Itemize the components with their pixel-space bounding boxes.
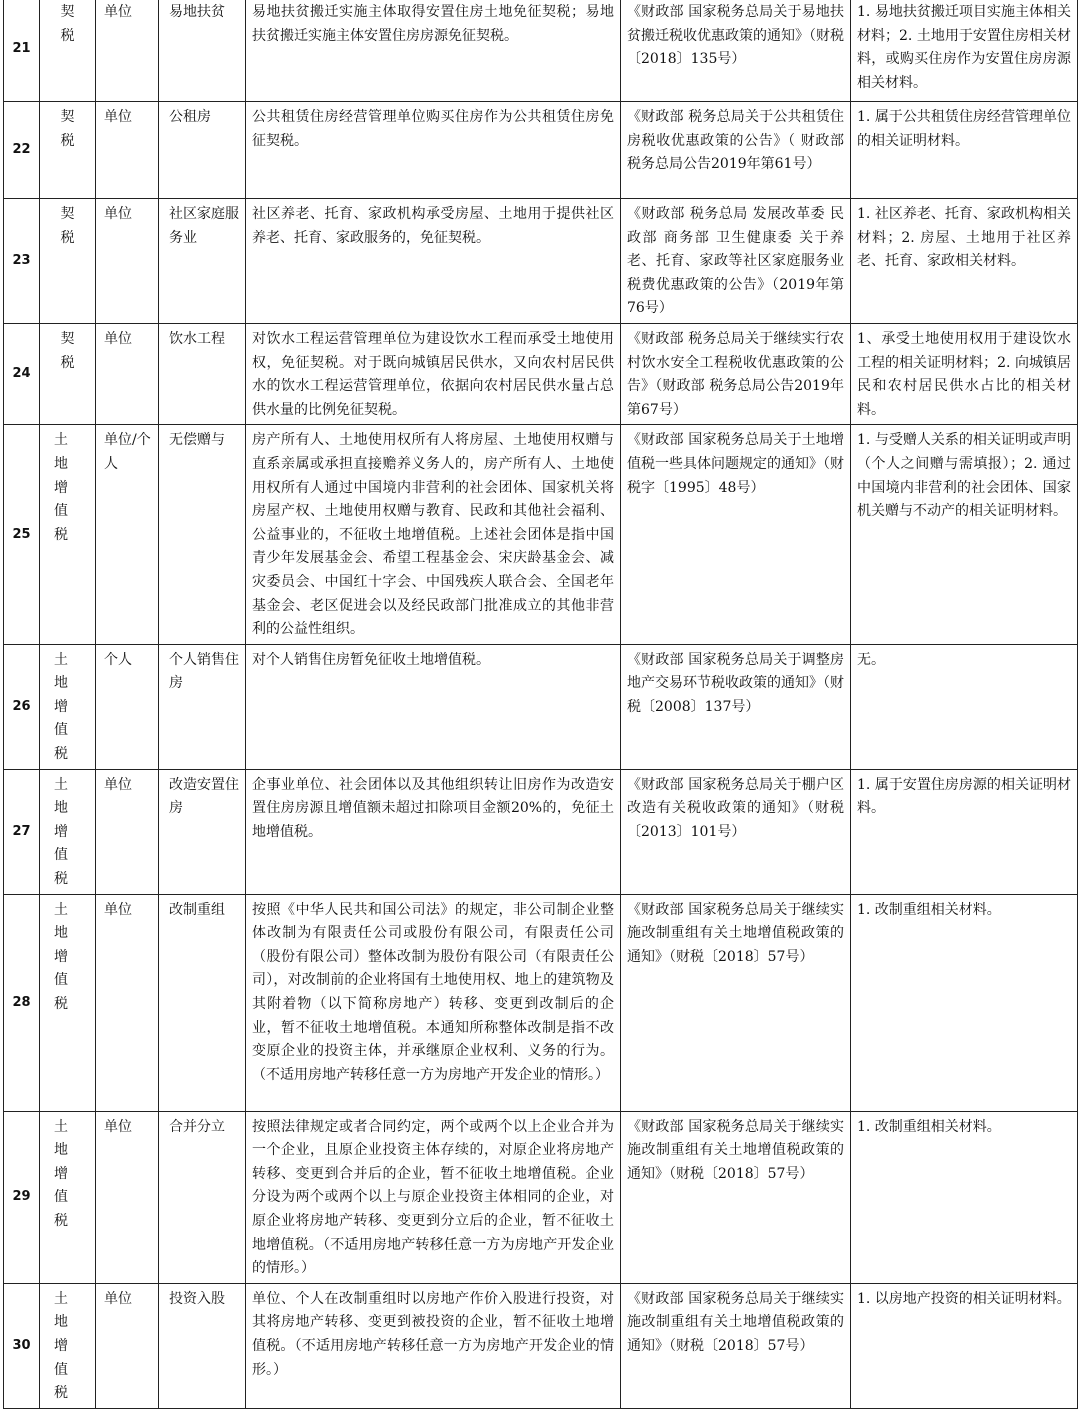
- tax-type: 土地增值税: [40, 894, 96, 1111]
- policy-basis: 《财政部 国家税务总局关于调整房地产交易环节税收政策的通知》（财税〔2008〕137号）: [621, 644, 851, 769]
- row-number: 22: [4, 102, 40, 199]
- table-row: [4, 102, 1078, 199]
- preference-item: 公租房: [159, 102, 246, 199]
- required-materials: 1. 社区养老、托育、家政机构相关材料；2. 房屋、土地用于社区养老、托育、家政相关材料。: [851, 199, 1078, 324]
- preference-content: 按照《中华人民共和国公司法》的规定，非公司制企业整体改制为有限责任公司或股份有限公司，有限责任公司（股份有限公司）整体改制为股份有限公司（有限责任公司），对改制前的企业将国有土地使用权、地上的建筑物及其附着物（以下简称房地产）转移、变更到改制后的企业，暂不征收土地增值税。本通知所称整体改制是指不改变原企业的投资主体，并承继原企业权利、义务的行为。（不适用房地产转移任意一方为房地产开发企业的情形。）: [246, 894, 621, 1111]
- taxpayer-subject: 单位: [96, 102, 159, 199]
- required-materials: 无。: [851, 644, 1078, 769]
- preference-content: 对个人销售住房暂免征收土地增值税。: [246, 644, 621, 769]
- row-number: 29: [4, 1111, 40, 1283]
- preference-item: 个人销售住房: [159, 644, 246, 769]
- table-row: [4, 425, 1078, 644]
- policy-basis: 《财政部 税务总局 发展改革委 民政部 商务部 卫生健康委 关于养老、托育、家政等社区家庭服务业税费优惠政策的公告》（2019年第76号）: [621, 199, 851, 324]
- preference-item: 社区家庭服务业: [159, 199, 246, 324]
- tax-type: 契税: [40, 323, 96, 424]
- taxpayer-subject: 单位: [96, 323, 159, 424]
- preference-content: 单位、个人在改制重组时以房地产作价入股进行投资，对其将房地产转移、变更到被投资的企业，暂不征收土地增值税。（不适用房地产转移任意一方为房地产开发企业的情形。）: [246, 1283, 621, 1408]
- taxpayer-subject: 个人: [96, 644, 159, 769]
- table-row: [4, 323, 1078, 424]
- required-materials: 1、承受土地使用权用于建设饮水工程的相关证明材料；2. 向城镇居民和农村居民供水占比的相关材料。: [851, 323, 1078, 424]
- taxpayer-subject: 单位/个人: [96, 425, 159, 644]
- preference-item: 改造安置住房: [159, 769, 246, 894]
- row-number: 24: [4, 323, 40, 424]
- required-materials: 1. 属于安置住房房源的相关证明材料。: [851, 769, 1078, 894]
- taxpayer-subject: 单位: [96, 1283, 159, 1408]
- table-row: [4, 769, 1078, 894]
- table-row: [4, 0, 1078, 102]
- table-row: [4, 199, 1078, 324]
- policy-basis: 《财政部 国家税务总局关于棚户区改造有关税收政策的通知》（财税〔2013〕101号）: [621, 769, 851, 894]
- taxpayer-subject: 单位: [96, 894, 159, 1111]
- table-row: [4, 644, 1078, 769]
- table-row: [4, 1111, 1078, 1283]
- tax-type: 契税: [40, 199, 96, 324]
- taxpayer-subject: 单位: [96, 0, 159, 102]
- preference-content: 社区养老、托育、家政机构承受房屋、土地用于提供社区养老、托育、家政服务的，免征契税。: [246, 199, 621, 324]
- preference-content: 公共租赁住房经营管理单位购买住房作为公共租赁住房免征契税。: [246, 102, 621, 199]
- preference-item: 易地扶贫: [159, 0, 246, 102]
- row-number: 27: [4, 769, 40, 894]
- table-row: [4, 894, 1078, 1111]
- policy-basis: 《财政部 税务总局关于公共租赁住房税收优惠政策的公告》（ 财政部 税务总局公告2019年第61号）: [621, 102, 851, 199]
- taxpayer-subject: 单位: [96, 1111, 159, 1283]
- tax-type: 土地增值税: [40, 1111, 96, 1283]
- preference-content: 房产所有人、土地使用权所有人将房屋、土地使用权赠与直系亲属或承担直接赡养义务人的，房产所有人、土地使用权所有人通过中国境内非营利的社会团体、国家机关将房屋产权、土地使用权赠与教育、民政和其他社会福利、公益事业的，不征收土地增值税。上述社会团体是指中国青少年发展基金会、希望工程基金会、宋庆龄基金会、减灾委员会、中国红十字会、中国残疾人联合会、全国老年基金会、老区促进会以及经民政部门批准成立的其他非营利的公益性组织。: [246, 425, 621, 644]
- row-number: 23: [4, 199, 40, 324]
- preference-item: 投资入股: [159, 1283, 246, 1408]
- row-number: 25: [4, 425, 40, 644]
- preference-content: 对饮水工程运营管理单位为建设饮水工程而承受土地使用权，免征契税。对于既向城镇居民供水，又向农村居民供水的饮水工程运营管理单位，依据向农村居民供水量占总供水量的比例免征契税。: [246, 323, 621, 424]
- policy-basis: 《财政部 国家税务总局关于继续实施改制重组有关土地增值税政策的通知》（财税〔2018〕57号）: [621, 1283, 851, 1408]
- preference-content: 企事业单位、社会团体以及其他组织转让旧房作为改造安置住房房源且增值额未超过扣除项目金额20%的，免征土地增值税。: [246, 769, 621, 894]
- taxpayer-subject: 单位: [96, 769, 159, 894]
- preference-content: 易地扶贫搬迁实施主体取得安置住房土地免征契税；易地扶贫搬迁实施主体安置住房房源免征契税。: [246, 0, 621, 102]
- preference-item: 改制重组: [159, 894, 246, 1111]
- row-number: 28: [4, 894, 40, 1111]
- preference-item: 无偿赠与: [159, 425, 246, 644]
- row-number: 26: [4, 644, 40, 769]
- required-materials: 1. 易地扶贫搬迁项目实施主体相关材料；2. 土地用于安置住房相关材料，或购买住房作为安置住房房源相关材料。: [851, 0, 1078, 102]
- preference-item: 饮水工程: [159, 323, 246, 424]
- required-materials: 1. 属于公共租赁住房经营管理单位的相关证明材料。: [851, 102, 1078, 199]
- required-materials: 1. 改制重组相关材料。: [851, 1111, 1078, 1283]
- policy-basis: 《财政部 国家税务总局关于易地扶贫搬迁税收优惠政策的通知》（财税〔2018〕135号）: [621, 0, 851, 102]
- policy-basis: 《财政部 国家税务总局关于继续实施改制重组有关土地增值税政策的通知》（财税〔2018〕57号）: [621, 894, 851, 1111]
- tax-type: 土地增值税: [40, 644, 96, 769]
- taxpayer-subject: 单位: [96, 199, 159, 324]
- required-materials: 1. 以房地产投资的相关证明材料。: [851, 1283, 1078, 1408]
- required-materials: 1. 与受赠人关系的相关证明或声明（个人之间赠与需填报）；2. 通过中国境内非营利的社会团体、国家机关赠与不动产的相关证明材料。: [851, 425, 1078, 644]
- table-row: [4, 1283, 1078, 1408]
- policy-basis: 《财政部 国家税务总局关于继续实施改制重组有关土地增值税政策的通知》（财税〔2018〕57号）: [621, 1111, 851, 1283]
- tax-type: 土地增值税: [40, 425, 96, 644]
- tax-type: 土地增值税: [40, 1283, 96, 1408]
- tax-type: 土地增值税: [40, 769, 96, 894]
- policy-basis: 《财政部 国家税务总局关于土地增值税一些具体问题规定的通知》（财税字〔1995〕48号）: [621, 425, 851, 644]
- row-number: 30: [4, 1283, 40, 1408]
- tax-preference-table: [3, 0, 1078, 1409]
- tax-type: 契税: [40, 102, 96, 199]
- policy-basis: 《财政部 税务总局关于继续实行农村饮水安全工程税收优惠政策的公告》（财政部 税务总局公告2019年第67号）: [621, 323, 851, 424]
- preference-content: 按照法律规定或者合同约定，两个或两个以上企业合并为一个企业，且原企业投资主体存续的，对原企业将房地产转移、变更到合并后的企业，暂不征收土地增值税。企业分设为两个或两个以上与原企业投资主体相同的企业，对原企业将房地产转移、变更到分立后的企业，暂不征收土地增值税。（不适用房地产转移任意一方为房地产开发企业的情形。）: [246, 1111, 621, 1283]
- row-number: 21: [4, 0, 40, 102]
- preference-item: 合并分立: [159, 1111, 246, 1283]
- required-materials: 1. 改制重组相关材料。: [851, 894, 1078, 1111]
- tax-type: 契税: [40, 0, 96, 102]
